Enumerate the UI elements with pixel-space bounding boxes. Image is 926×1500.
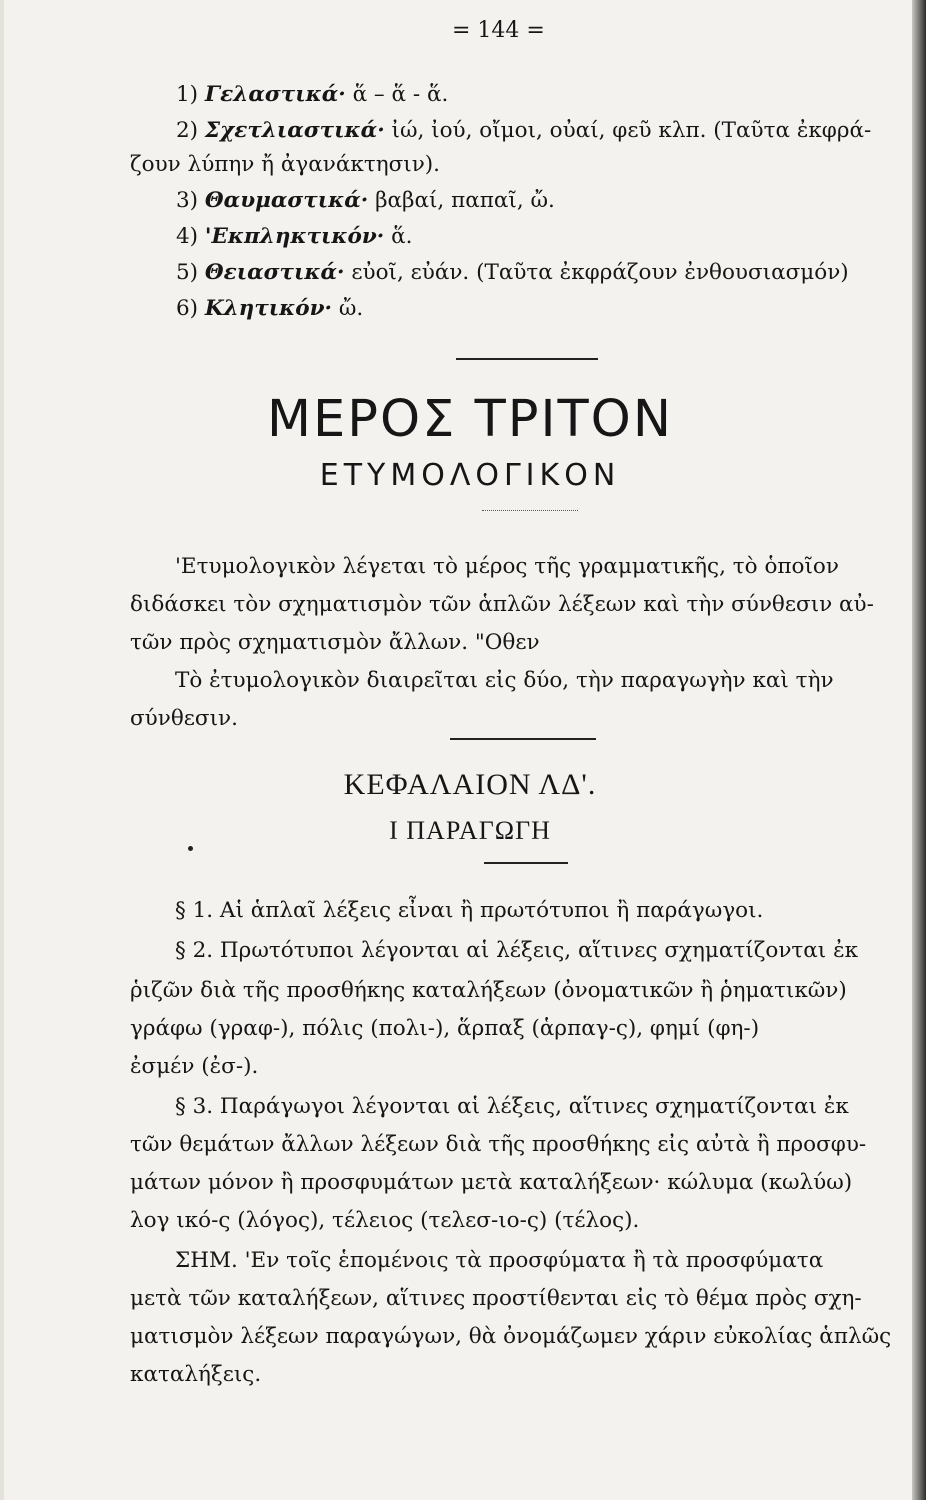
page-number: = 144 =	[452, 18, 545, 43]
list-item	[176, 226, 412, 248]
list-item	[176, 190, 555, 212]
paragraph-line: μετὰ τῶν καταλήξεων, αἵτινες προστίθενται εἰς τὸ θέμα πρὸς σχη-	[130, 1286, 862, 1311]
item-text: ζουν λύπην ἤ ἀγανάκτησιν).	[130, 152, 440, 177]
item-number: 6)	[176, 296, 199, 321]
part-subtitle: ΕΤΥΜΟΛΟΓΙΚΟΝ	[319, 458, 621, 493]
paragraph-line: § 1. Αἱ ἁπλαῖ λέξεις εἶναι ἢ πρωτότυποι ἢ παράγωγοι.	[175, 898, 764, 923]
item-text: βαβαί, παπαῖ, ὤ.	[368, 188, 555, 213]
paragraph-line: § 2. Πρωτότυποι λέγονται αἱ λέξεις, αἵτινες σχηματίζονται ἐκ	[175, 938, 859, 963]
item-number: 1)	[176, 82, 199, 107]
chapter-subtitle: Ι ΠΑΡΑΓΩΓΗ	[389, 816, 551, 845]
item-term: Θαυμαστικά·	[204, 188, 369, 213]
divider	[456, 358, 598, 360]
divider	[484, 862, 568, 864]
paragraph-line: ῥιζῶν διὰ τῆς προσθήκης καταλήξεων (ὀνοματικῶν ἢ ῥηματικῶν)	[130, 978, 847, 1003]
paragraph-line: καταλήξεις.	[130, 1362, 262, 1387]
item-text: ὤ.	[332, 296, 364, 321]
paragraph-line: διδάσκει τὸν σχηματισμὸν τῶν ἁπλῶν λέξεων καὶ τὴν σύνθεσιν αὐ-	[130, 592, 874, 617]
paragraph-line: γράφω (γραφ-), πόλις (πολι-), ἅρπαξ (ἁρπαγ-ς), φημί (φη-)	[130, 1016, 760, 1041]
item-text: ἅ – ἅ - ἅ.	[345, 82, 449, 107]
bullet-mark	[188, 846, 193, 851]
paragraph-line: ἐσμέν (ἐσ-).	[130, 1054, 259, 1079]
list-item-continuation	[130, 154, 440, 176]
paragraph-line: σύνθεσιν.	[130, 706, 238, 731]
paragraph-line: ματισμὸν λέξεων παραγώγων, θὰ ὀνομάζωμεν χάριν εὐκολίας ἁπλῶς	[130, 1324, 892, 1349]
item-number: 3)	[176, 188, 199, 213]
paragraph-line: ΣΗΜ. 'Εν τοῖς ἑπομένοις τὰ προσφύματα ἢ τὰ προσφύματα	[175, 1248, 824, 1273]
item-text: εὐοῖ, εὐάν. (Ταῦτα ἐκφράζουν ἐνθουσιασμόν)	[344, 260, 849, 285]
paragraph-line: § 3. Παράγωγοι λέγονται αἱ λέξεις, αἵτινες σχηματίζονται ἐκ	[175, 1094, 849, 1119]
paragraph-line: τῶν πρὸς σχηματισμὸν ἄλλων. "Οθεν	[130, 630, 540, 655]
paragraph-line: μάτων μόνον ἢ προσφυμάτων μετὰ καταλήξεων· κώλυμα (κωλύω)	[130, 1170, 853, 1195]
list-item	[176, 262, 849, 284]
page-right-edge-shadow	[912, 0, 926, 1500]
paragraph-line: λογ ικό-ς (λόγος), τέλειος (τελεσ-ιο-ς) (τέλος).	[130, 1208, 640, 1233]
item-number: 4)	[176, 224, 199, 249]
item-number: 2)	[176, 118, 199, 143]
item-term: Σχετλιαστικά·	[204, 118, 385, 143]
dotted-divider	[482, 510, 578, 511]
chapter-title: ΚΕΦΑΛΑΙΟΝ ΛΔ'.	[343, 768, 597, 801]
item-term: Θειαστικά·	[204, 260, 345, 285]
item-term: Γελαστικά·	[204, 82, 346, 107]
item-term: Κλητικόν·	[204, 296, 333, 321]
item-term: 'Εκπληκτικόν·	[204, 224, 385, 249]
paragraph-line: Τὸ ἐτυμολογικὸν διαιρεῖται εἰς δύο, τὴν παραγωγὴν καὶ τὴν	[175, 668, 834, 693]
list-item	[176, 298, 363, 320]
paragraph-line: τῶν θεμάτων ἄλλων λέξεων διὰ τῆς προσθήκης εἰς αὐτὰ ἢ προσφυ-	[130, 1132, 867, 1157]
divider	[450, 738, 596, 740]
list-item	[176, 120, 871, 142]
item-text: ἅ.	[384, 224, 413, 249]
part-title: ΜΕΡΟΣ ΤΡΙΤΟΝ	[267, 390, 673, 449]
page-left-edge	[0, 0, 4, 1500]
item-text: ἰώ, ἰού, οἴμοι, οὐαί, φεῦ κλπ. (Ταῦτα ἐκφρά-	[384, 118, 872, 143]
list-item	[176, 84, 448, 106]
paragraph-line: 'Ετυμολογικὸν λέγεται τὸ μέρος τῆς γραμματικῆς, τὸ ὁποῖον	[175, 554, 839, 579]
item-number: 5)	[176, 260, 199, 285]
